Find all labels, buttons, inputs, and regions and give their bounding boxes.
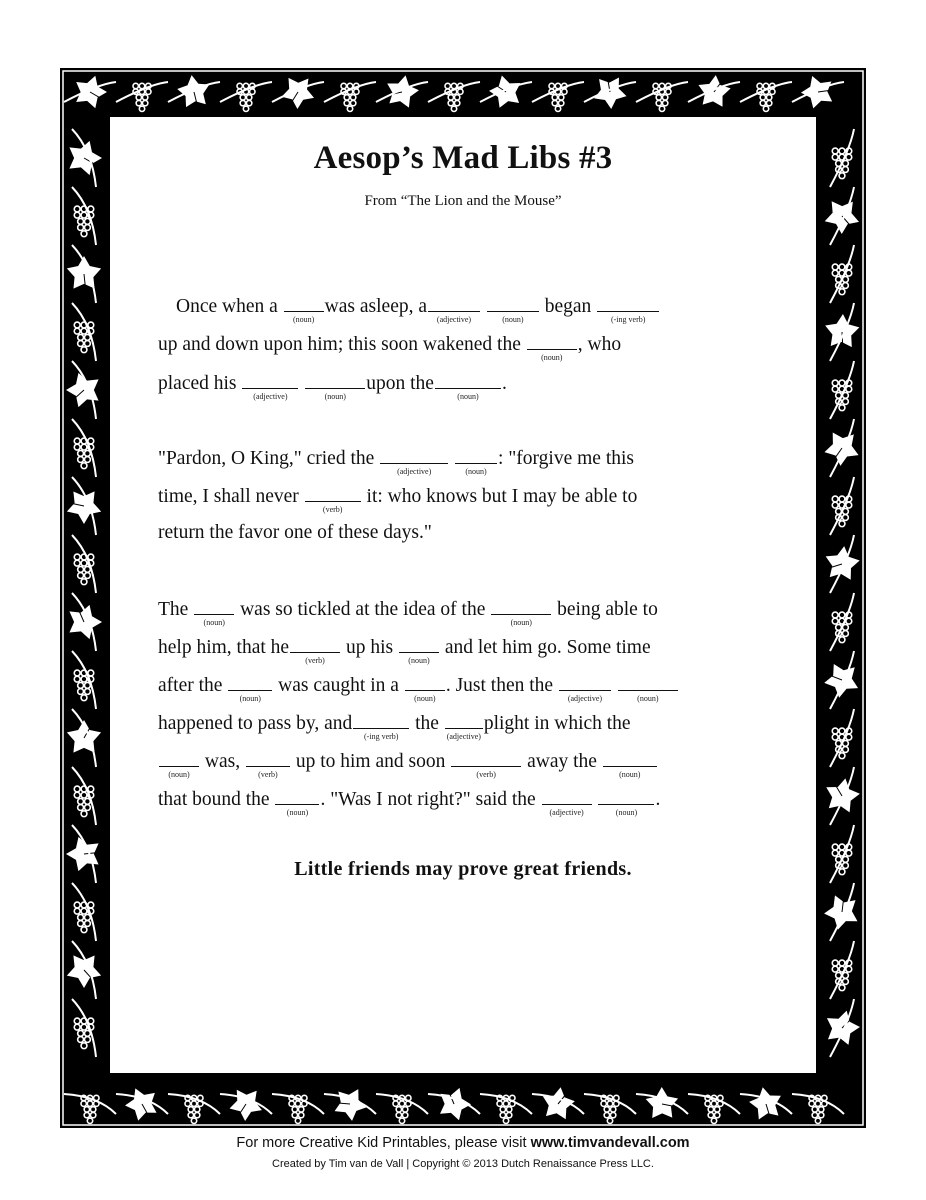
story-line <box>158 484 638 514</box>
story-text: upon the <box>366 373 434 394</box>
story-text: . <box>655 789 661 810</box>
story-text: . Just then the <box>445 675 558 696</box>
story-line <box>158 522 432 544</box>
blank-hint: (noun) <box>541 353 563 362</box>
story-text: . <box>501 373 507 394</box>
word-blank[interactable] <box>428 294 480 324</box>
word-blank[interactable] <box>487 294 539 324</box>
word-blank[interactable] <box>242 371 298 401</box>
story-line <box>158 711 631 741</box>
word-blank[interactable] <box>491 597 551 627</box>
story-text: was, <box>200 751 245 772</box>
story-text: The <box>158 599 194 620</box>
story-line <box>158 787 661 817</box>
story-text: happened to pass by, and <box>158 713 353 734</box>
word-blank[interactable] <box>290 635 340 665</box>
story-line <box>176 294 660 324</box>
worksheet-panel <box>108 115 818 1075</box>
story-text: was asleep, a <box>324 296 427 317</box>
story-text: after the <box>158 675 228 696</box>
story-moral: Little friends may prove great friends. <box>294 858 632 880</box>
story-text: "Pardon, O King," cried the <box>158 448 380 469</box>
story-text: Once when a <box>176 296 283 317</box>
story-text: . "Was I not right?" said the <box>320 789 541 810</box>
footer-visit-line <box>0 1135 926 1151</box>
story-text: up and down upon him; this soon wakened the <box>158 334 526 355</box>
page-title: Aesop’s Mad Libs #3 <box>313 140 613 176</box>
story-text: the <box>410 713 444 734</box>
story-text: time, I shall never <box>158 486 304 507</box>
word-blank[interactable] <box>451 749 521 779</box>
word-blank[interactable] <box>246 749 290 779</box>
footer-website-link[interactable]: www.timvandevall.com <box>530 1135 690 1151</box>
blank-hint: (noun) <box>414 694 436 703</box>
blank-hint: (-ing verb) <box>364 732 399 741</box>
story-line <box>158 446 635 476</box>
blank-hint: (noun) <box>168 770 190 779</box>
word-blank[interactable] <box>597 294 659 324</box>
word-blank[interactable] <box>228 673 272 703</box>
blank-hint: (adjective) <box>397 467 432 476</box>
footer-copyright: Created by Tim van de Vall | Copyright © 2013 Dutch Renaissance Press LLC. <box>272 1158 654 1170</box>
blank-hint: (-ing verb) <box>610 315 646 324</box>
blank-hint: (adjective) <box>253 392 288 401</box>
story-text: being able to <box>552 599 658 620</box>
story-line <box>158 332 622 362</box>
word-blank[interactable] <box>618 673 678 703</box>
blank-hint: (noun) <box>203 618 225 627</box>
blank-hint: (noun) <box>324 392 346 401</box>
blank-hint: (noun) <box>457 392 479 401</box>
story-text: placed his <box>158 373 242 394</box>
word-blank[interactable] <box>603 749 657 779</box>
word-blank[interactable] <box>598 787 654 817</box>
blank-hint: (noun) <box>502 315 524 324</box>
word-blank[interactable] <box>445 711 483 741</box>
page-subtitle: From “The Lion and the Mouse” <box>364 193 562 209</box>
word-blank[interactable] <box>275 787 319 817</box>
story-text: it: who knows but I may be able to <box>361 486 638 507</box>
footer-visit-text: For more Creative Kid Printables, please visit <box>236 1135 531 1151</box>
story-text: up to him and soon <box>290 751 451 772</box>
story-line <box>158 635 651 665</box>
word-blank[interactable] <box>455 446 497 476</box>
blank-hint: (verb) <box>322 505 343 514</box>
word-blank[interactable] <box>194 597 234 627</box>
story-line <box>158 597 658 627</box>
story-text: plight in which the <box>483 713 631 734</box>
word-blank[interactable] <box>353 711 409 741</box>
blank-hint: (adjective) <box>549 808 584 817</box>
blank-hint: (adjective) <box>567 694 603 703</box>
story-text: was caught in a <box>273 675 404 696</box>
story-text: return the favor one of these days." <box>158 522 432 543</box>
story-text: began <box>539 296 597 317</box>
blank-hint: (noun) <box>510 618 532 627</box>
word-blank[interactable] <box>159 749 199 779</box>
word-blank[interactable] <box>284 294 324 324</box>
blank-hint: (noun) <box>465 467 487 476</box>
blank-hint: (noun) <box>293 315 315 324</box>
word-blank[interactable] <box>559 673 611 703</box>
story-text: : "forgive me this <box>498 448 635 469</box>
word-blank[interactable] <box>305 484 361 514</box>
blank-hint: (noun) <box>615 808 638 817</box>
blank-hint: (verb) <box>476 770 496 779</box>
blank-hint: (noun) <box>408 656 430 665</box>
story-text: was so tickled at the idea of the <box>235 599 491 620</box>
story-text: up his <box>341 637 398 658</box>
blank-hint: (verb) <box>258 770 278 779</box>
blank-hint: (noun) <box>286 808 309 817</box>
story-text: help him, that he <box>158 637 290 658</box>
word-blank[interactable] <box>305 371 365 401</box>
story-text: and let him go. Some time <box>439 637 651 658</box>
blank-hint: (adjective) <box>436 315 472 324</box>
story-text: away the <box>522 751 602 772</box>
blank-hint: (verb) <box>305 656 325 665</box>
blank-hint: (adjective) <box>446 732 481 741</box>
story-line <box>158 749 658 779</box>
blank-hint: (noun) <box>637 694 659 703</box>
word-blank[interactable] <box>380 446 448 476</box>
story-text: , who <box>577 334 622 355</box>
blank-hint: (noun) <box>619 770 641 779</box>
word-blank[interactable] <box>399 635 439 665</box>
story-line <box>158 371 507 401</box>
word-blank[interactable] <box>405 673 445 703</box>
word-blank[interactable] <box>542 787 592 817</box>
story-line <box>158 673 679 703</box>
word-blank[interactable] <box>527 332 577 362</box>
blank-hint: (noun) <box>239 694 261 703</box>
word-blank[interactable] <box>435 371 501 401</box>
story-text: that bound the <box>158 789 275 810</box>
